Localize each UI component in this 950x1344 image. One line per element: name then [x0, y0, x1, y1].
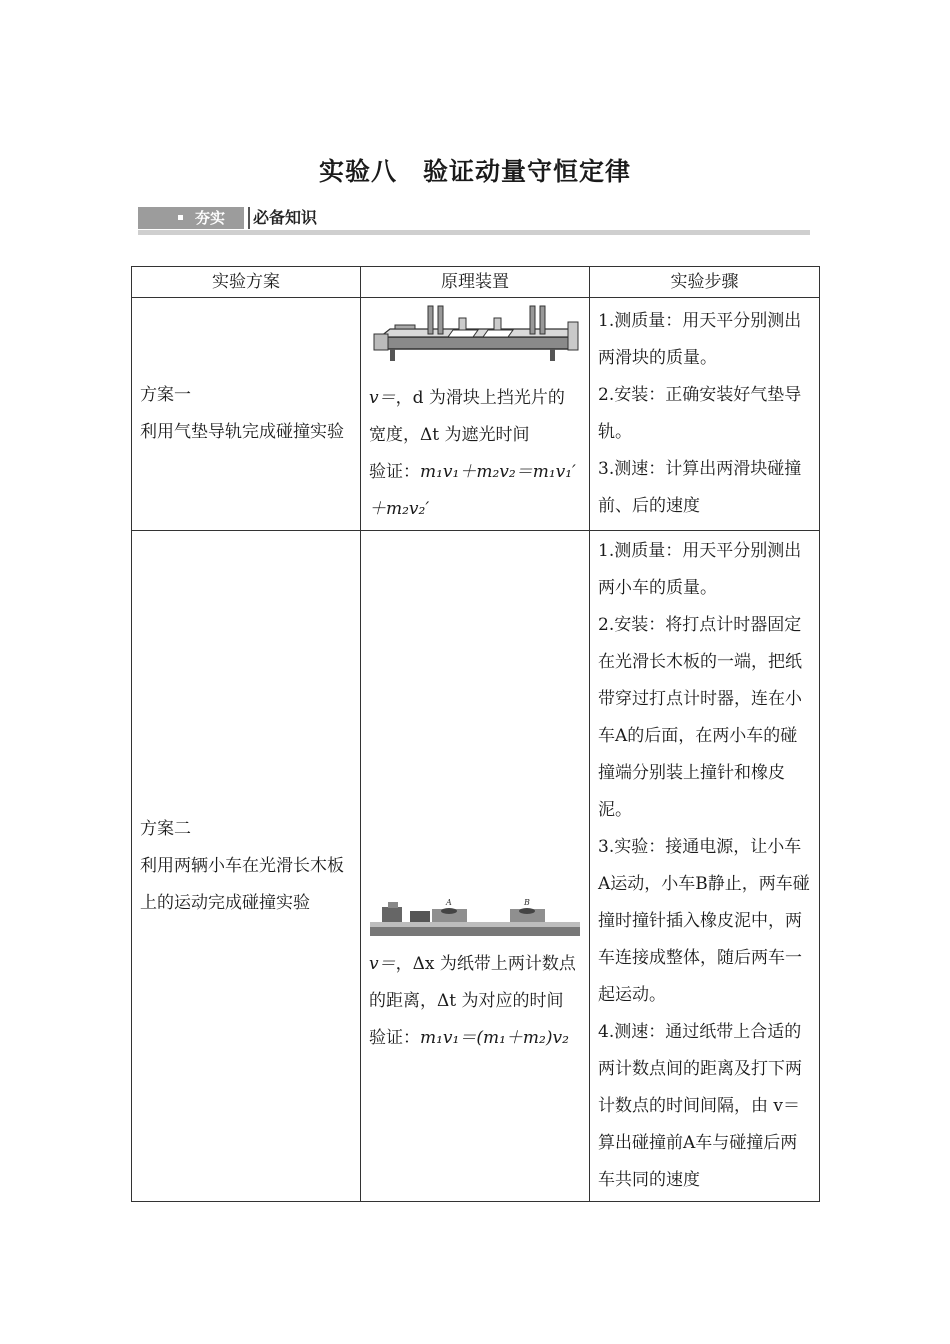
table-row [132, 531, 820, 1202]
page-title: 实验八 验证动量守恒定律 [318, 157, 631, 186]
principle-formula: v＝，d 为滑块上挡光片的宽度，Δt 为遮光时间 [369, 388, 565, 445]
steps-cell [590, 531, 820, 1202]
step-item: 2.安装：将打点计时器固定在光滑长木板的一端，把纸带穿过打点计时器，连在小车A的后面，在两小车的碰撞端分别装上撞针和橡皮泥。 [598, 615, 802, 820]
section-header [138, 205, 810, 235]
section-tab-label: 夯实 [195, 209, 226, 227]
step-item: 4.测速：通过纸带上合适的两计数点间的距离及打下两计数点的时间间隔，由 v＝算出碰撞前A车与碰撞后两车共同的速度 [598, 1022, 802, 1190]
table-header-row [132, 267, 820, 298]
cart-a-label: A [446, 898, 452, 907]
cart-b-label: B [524, 898, 530, 907]
step-item: 3.实验：接通电源，让小车A运动，小车B静止，两车碰撞时撞针插入橡皮泥中，两车连接成整体，随后两车一起运动。 [598, 837, 810, 1005]
section-underline [138, 230, 810, 235]
table-row [132, 298, 820, 531]
header-steps: 实验步骤 [590, 267, 820, 298]
experiment-table [131, 266, 820, 1202]
section-label: 必备知识 [253, 208, 318, 227]
step-item: 1.测质量：用天平分别测出两滑块的质量。 [598, 311, 802, 368]
principle-cell [361, 531, 590, 1202]
step-item: 2.安装：正确安装好气垫导轨。 [598, 385, 802, 442]
plan-desc: 利用两辆小车在光滑长木板上的运动完成碰撞实验 [140, 855, 344, 913]
verify-formula: 验证：m₁v₁＝(m₁＋m₂)v₂ [369, 1028, 569, 1048]
carts-apparatus-image [370, 897, 580, 942]
bullet-icon [178, 215, 183, 220]
step-item: 3.测速：计算出两滑块碰撞前、后的速度 [598, 459, 802, 516]
verify-formula: 验证：m₁v₁＋m₂v₂＝m₁v₁′＋m₂v₂′ [369, 462, 576, 519]
plan-cell [132, 298, 361, 531]
plan-cell [132, 531, 361, 1202]
principle-cell [361, 298, 590, 531]
step-item: 1.测质量：用天平分别测出两小车的质量。 [598, 541, 802, 598]
air-track-apparatus-image [370, 304, 580, 374]
header-plan: 实验方案 [132, 267, 361, 298]
principle-formula: v＝，Δx 为纸带上两计数点的距离，Δt 为对应的时间 [369, 954, 576, 1011]
plan-name: 方案一 [140, 385, 191, 405]
plan-name: 方案二 [140, 818, 191, 839]
section-tab [138, 207, 244, 229]
plan-desc: 利用气垫导轨完成碰撞实验 [140, 422, 344, 442]
section-separator [248, 207, 250, 229]
header-principle: 原理装置 [361, 267, 590, 298]
steps-cell [590, 298, 820, 531]
